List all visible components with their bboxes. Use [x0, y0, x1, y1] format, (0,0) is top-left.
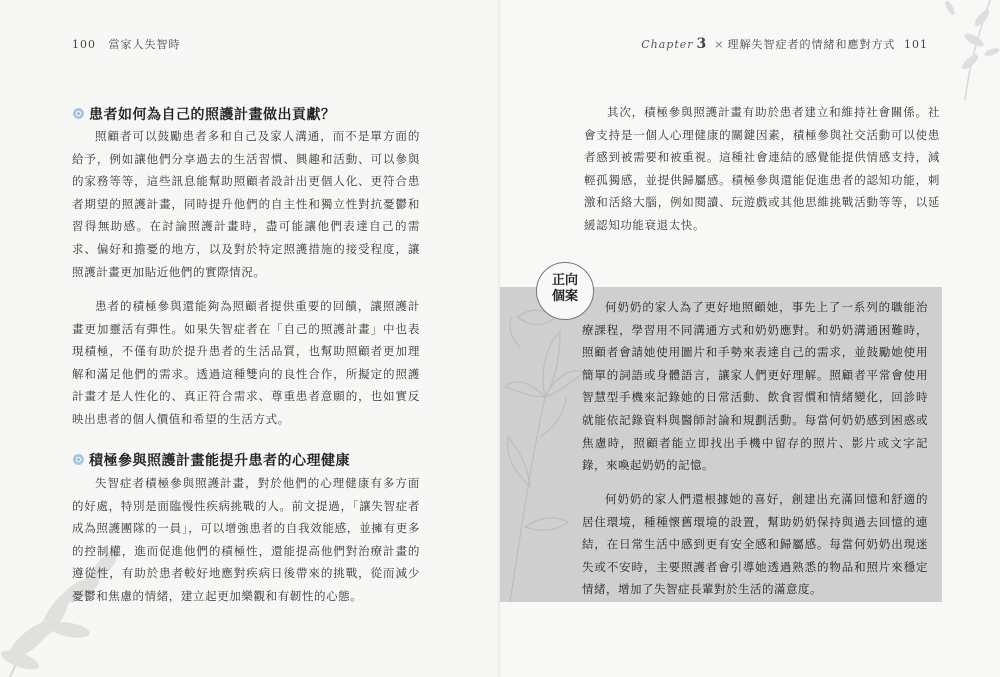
badge-line-1: 正向 — [551, 273, 578, 288]
running-head-left — [72, 36, 181, 52]
chapter-number: 3 — [696, 36, 708, 52]
case-paragraph-2: 何奶奶的家人們還根據她的喜好，創建出充滿回憶和舒適的居住環境，種種懷舊環境的設置，幫助奶奶保持與過去回憶的連結，在日常生活中感到更有安全感和歸屬感。每當何奶奶出現迷失或不安時，主要照護者會引導她透過熟悉的物品和照片來穩定情緒，增加了失智症長輩對於生活的滿意度。 — [582, 492, 928, 597]
flower-bullet-icon — [72, 453, 85, 466]
chapter-title: 理解失智症者的情緒和應對方式 — [727, 38, 896, 51]
botanical-branch-decoration-icon — [930, 0, 1000, 100]
paragraph-3: 失智症者積極參與照護計畫，對於他們的心理健康有多方面的好處，特別是面臨慢性疾病挑戰的人。前文提過，「讓失智症者成為照護團隊的一員」，可以增強患者的自我效能感，並擁有更多的控制權，進而促進他們的積極性，還能提高他們對治療計畫的遵從性，有助於患者較好地應對疾病日後帶來的挑戰，從而減少憂鬱和焦慮的情緒，建立起更加樂觀和有韌性的心態。 — [72, 476, 420, 603]
running-head-right — [641, 36, 928, 52]
paragraph-2: 患者的積極參與還能夠為照顧者提供重要的回饋，讓照護計畫更加靈活有彈性。如果失智症者在「自己的照護計畫」中也表現積極，不僅有助於提升患者的生活品質，也幫助照顧者更加理解和滿足他們的需求。透過這種雙向的良性合作，所擬定的照護計畫才是人性化的、真正符合需求、尊重患者意願的，也如實反映出患者的個人價值和希望的生活方式。 — [72, 299, 420, 426]
badge-line-2: 個案 — [551, 289, 578, 304]
case-paragraph-1: 何奶奶的家人為了更好地照顧她，事先上了一系列的職能治療課程，學習用不同溝通方式和奶奶應對。和奶奶溝通困難時，照顧者會請她使用圖片和手勢來表達自己的需求，並鼓勵她使用簡單的詞語或身體語言，讓家人們更好理解。照顧者平常會使用智慧型手機來記錄她的日常活動、飲食習慣和情緒變化，回診時就能依記錄資料與醫師討論和規劃活動。每當何奶奶感到困惑或焦慮時，照顧者能立即找出手機中留存的照片、影片或文字記錄，來喚起奶奶的記憶。 — [582, 300, 928, 473]
paragraph-1: 照顧者可以鼓勵患者多和自己及家人溝通，而不是單方面的給予，例如讓他們分享過去的生活習慣、興趣和活動、可以參與的家務等等，這些訊息能幫助照顧者設計出更個人化、更符合患者期望的照護計畫，同時提升他們的自主性和獨立性對抗憂鬱和習得無助感。在討論照護計畫時，盡可能讓他們表達自己的需求、偏好和擔憂的地方，以及對於特定照護措施的接受程度，讓照護計畫更加貼近他們的實際情況。 — [72, 129, 420, 279]
chapter-word: Chapter — [641, 38, 694, 51]
paragraph-4: 其次，積極參與照護計畫有助於患者建立和維持社會關係。社會支持是一個人心理健康的關鍵因素，積極參與社交活動可以使患者感到被需要和被重視。這種社會連結的感覺能提供情感支持，減輕孤獨感，並提供歸屬感。積極參與還能促進患者的認知功能，刺激和活絡大腦，例如閱讀、玩遊戲或其他思維挑戰活動等等，以延緩認知功能衰退太快。 — [584, 105, 940, 232]
section-heading-2-text: 積極參與照護計畫能提升患者的心理健康 — [89, 453, 350, 469]
page-number-right: 101 — [904, 38, 928, 51]
page-number-left: 100 — [72, 38, 96, 51]
section-heading-1 — [72, 104, 336, 124]
chapter-separator: × — [714, 38, 725, 51]
book-title: 當家人失智時 — [108, 38, 181, 51]
flower-bullet-icon — [72, 107, 85, 120]
section-heading-1-text: 患者如何為自己的照護計畫做出貢獻？ — [89, 107, 336, 123]
lily-flower-decoration-icon — [500, 287, 590, 602]
section-heading-2 — [72, 450, 350, 470]
